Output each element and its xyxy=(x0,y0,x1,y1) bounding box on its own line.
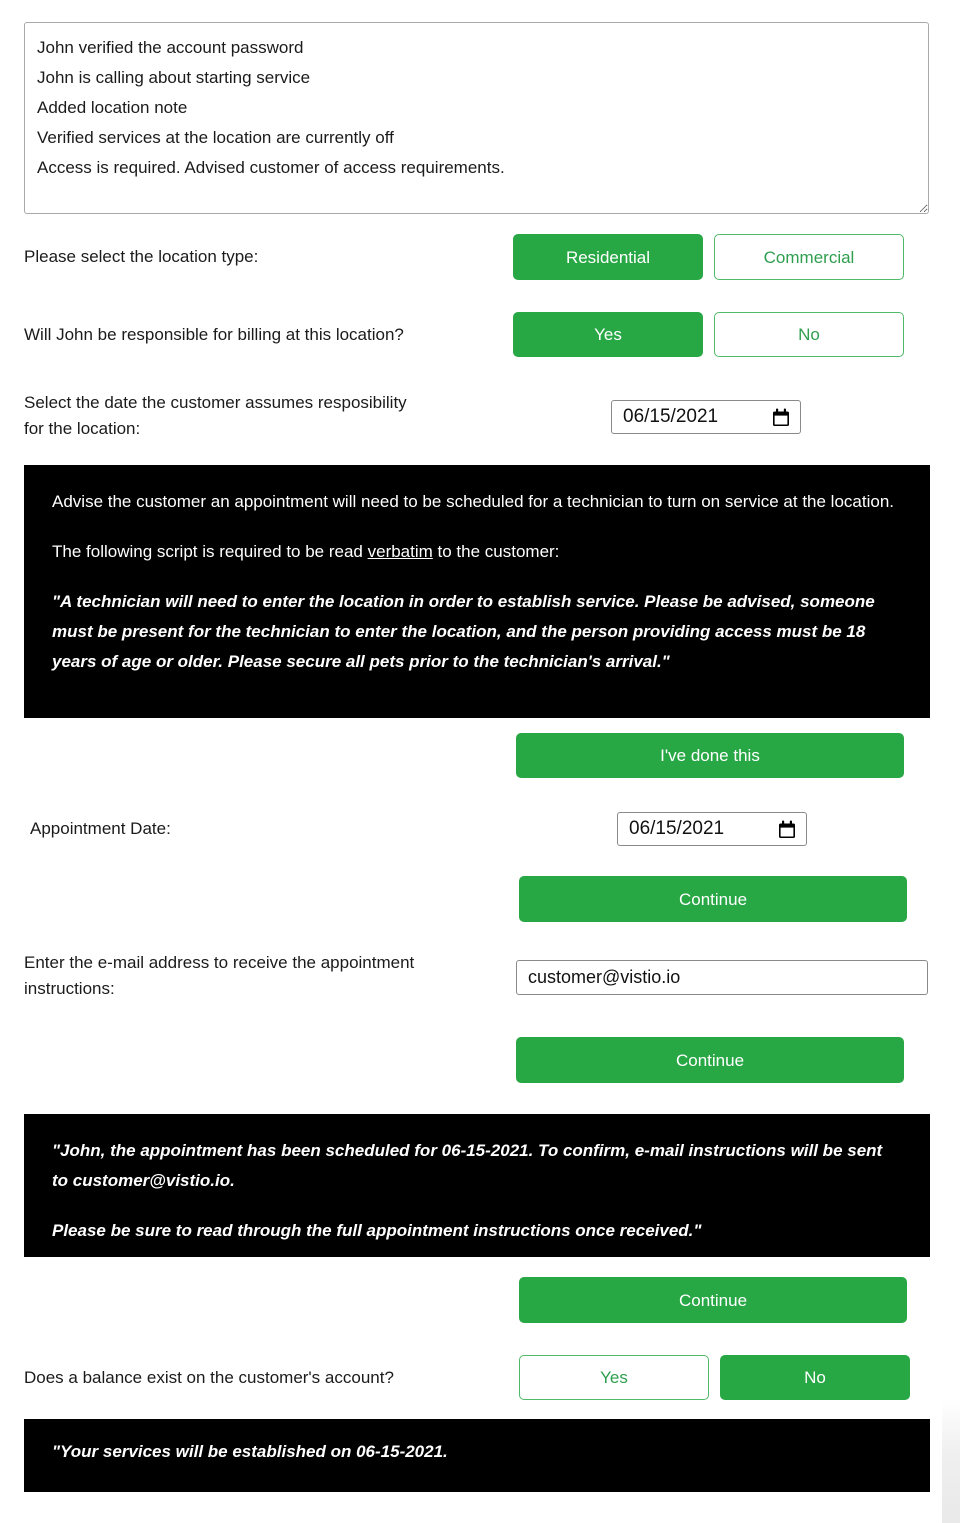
location-type-question: Please select the location type: xyxy=(24,247,259,266)
balance-no-button[interactable]: No xyxy=(720,1355,910,1400)
responsibility-date-question xyxy=(24,390,524,442)
technician-script-paragraph-2-pre: The following script is required to be read xyxy=(52,542,368,561)
call-notes-container xyxy=(24,22,929,214)
calendar-icon[interactable] xyxy=(772,408,790,427)
responsibility-date-question-line2: for the location: xyxy=(24,419,141,438)
appointment-date-row xyxy=(30,812,910,846)
appointment-date-input[interactable] xyxy=(617,812,807,846)
appointment-date-value: 06/15/2021 xyxy=(629,818,725,839)
call-notes-textarea[interactable] xyxy=(24,22,929,214)
email-row xyxy=(24,950,904,1000)
appointment-date-label: Appointment Date: xyxy=(30,819,171,838)
confirmation-script-paragraph-2: Please be sure to read through the full appointment instructions once received." xyxy=(52,1221,702,1240)
continue-after-date-button[interactable]: Continue xyxy=(519,876,907,922)
technician-script-paragraph-2 xyxy=(52,537,902,567)
balance-yes-button[interactable]: Yes xyxy=(519,1355,709,1400)
establish-service-script-paragraph-1: "Your services will be established on 06-15-2021. xyxy=(52,1442,448,1461)
technician-script-paragraph-1: Advise the customer an appointment will need to be scheduled for a technician to turn on service at the location. xyxy=(52,492,894,511)
email-input[interactable] xyxy=(516,960,928,995)
scrollbar-hint[interactable] xyxy=(942,1399,960,1523)
location-type-commercial-button[interactable]: Commercial xyxy=(714,234,904,280)
balance-question: Does a balance exist on the customer's account? xyxy=(24,1367,394,1387)
billing-yes-button[interactable]: Yes xyxy=(513,312,703,357)
location-type-residential-button[interactable]: Residential xyxy=(513,234,703,280)
balance-question-row xyxy=(24,1355,904,1400)
billing-responsibility-question: Will John be responsible for billing at this location? xyxy=(24,324,404,344)
calendar-icon[interactable] xyxy=(778,820,796,839)
responsibility-date-question-line1: Select the date the customer assumes resposibility xyxy=(24,393,407,412)
email-question-line2: instructions: xyxy=(24,979,115,998)
technician-script-paragraph-2-post: to the customer: xyxy=(432,542,560,561)
technician-script-quote: "A technician will need to enter the location in order to establish service. Please be advised, someone must be present for the technician to enter the location, and the person providing access must be 18 years of age or older. Please secure all pets prior to the technician's arrival." xyxy=(52,592,875,671)
technician-script-panel xyxy=(24,465,930,718)
responsibility-date-input[interactable] xyxy=(611,400,801,434)
email-question-line1: Enter the e-mail address to receive the appointment xyxy=(24,953,415,972)
email-question xyxy=(24,950,524,1002)
ive-done-this-button[interactable]: I've done this xyxy=(516,733,904,778)
continue-after-email-button[interactable]: Continue xyxy=(516,1037,904,1083)
continue-after-confirmation-button[interactable]: Continue xyxy=(519,1277,907,1323)
responsibility-date-value: 06/15/2021 xyxy=(623,406,719,427)
confirmation-script-paragraph-1: "John, the appointment has been scheduled for 06-15-2021. To confirm, e-mail instructions will be sent to customer@vistio.io. xyxy=(52,1141,883,1190)
confirmation-script-panel xyxy=(24,1114,930,1257)
responsibility-date-row xyxy=(24,390,904,442)
location-type-row xyxy=(24,234,904,280)
email-input-wrapper xyxy=(516,960,928,995)
technician-script-verbatim-emphasis: verbatim xyxy=(367,542,433,561)
billing-no-button[interactable]: No xyxy=(714,312,904,357)
billing-responsibility-row xyxy=(24,312,904,357)
establish-service-script-panel xyxy=(24,1419,930,1492)
